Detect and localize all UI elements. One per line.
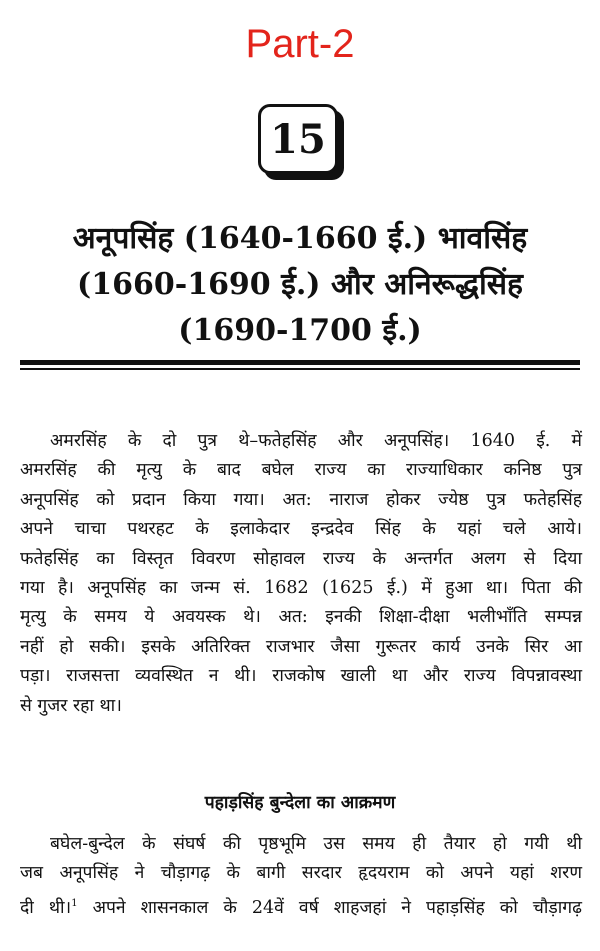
paragraph-line: जब अनूपसिंह ने चौड़ागढ़ के बागी सरदार हृदयराम को अपने यहां शरण [20, 863, 582, 884]
paragraph-line: गया है। अनूपसिंह का जन्म सं. 1682 (1625 ई.) में हुआ था। पिता की [20, 578, 582, 599]
body-paragraph [20, 427, 582, 721]
paragraph-line: बघेल-बुन्देल के संघर्ष की पृष्ठभूमि उस समय ही तैयार हो गयी थी [50, 834, 582, 854]
paragraph-line: से गुजर रहा था। [20, 695, 122, 716]
paragraph-line: पड़ा। राजसत्ता व्यवस्थित न थी। राजकोष खाली था और राज्य विपन्नावस्था [20, 666, 582, 687]
paragraph-text: दी थी। [20, 897, 72, 918]
paragraph-line: अमरसिंह की मृत्यु के बाद बघेल राज्य का राज्याधिकार कनिष्ठ पुत्र [20, 460, 582, 481]
paragraph-line: मृत्यु के समय ये अवयस्क थे। अत: इनकी शिक्षा-दीक्षा भलीभाँति सम्पन्न [20, 607, 582, 628]
chapter-number-badge [258, 104, 338, 174]
paragraph-line [20, 889, 582, 923]
title-divider-thick [20, 360, 580, 365]
part-label: Part-2 [245, 22, 355, 66]
title-divider-thin [20, 368, 580, 370]
chapter-number: 15 [270, 115, 326, 163]
chapter-title-line: (1660-1690 ई.) और अनिरूद्धसिंह [77, 267, 523, 302]
section-heading: पहाड़सिंह बुन्देला का आक्रमण [204, 793, 396, 813]
paragraph-line: फतेहसिंह का विस्तृत विवरण सोहावल राज्य के अन्तर्गत अलग से दिया [20, 548, 582, 569]
chapter-title-line: (1690-1700 ई.) [178, 313, 422, 348]
paragraph-line: नहीं हो सकी। इसके अतिरिक्त राजभार जैसा गुरूतर कार्य उनके सिर आ [20, 636, 582, 657]
paragraph-text: अपने शासनकाल के 24वें वर्ष शाहजहां ने पहाड़सिंह को चौड़ागढ़ [77, 897, 582, 918]
footnote-marker: 1 [71, 897, 78, 909]
paragraph-line: अनूपसिंह को प्रदान किया गया। अत: नाराज होकर ज्येष्ठ पुत्र फतेहसिंह [20, 489, 582, 510]
paragraph-line: अमरसिंह के दो पुत्र थे–फतेहसिंह और अनूपसिंह। 1640 ई. में [50, 431, 582, 451]
paragraph-line: अपने चाचा पथरहट के इलाकेदार इन्द्रदेव सिंह के यहां चले आये। [20, 519, 582, 540]
chapter-title [20, 216, 580, 354]
body-paragraph [20, 830, 582, 923]
chapter-title-line: अनूपसिंह (1640-1660 ई.) भावसिंह [72, 221, 528, 256]
